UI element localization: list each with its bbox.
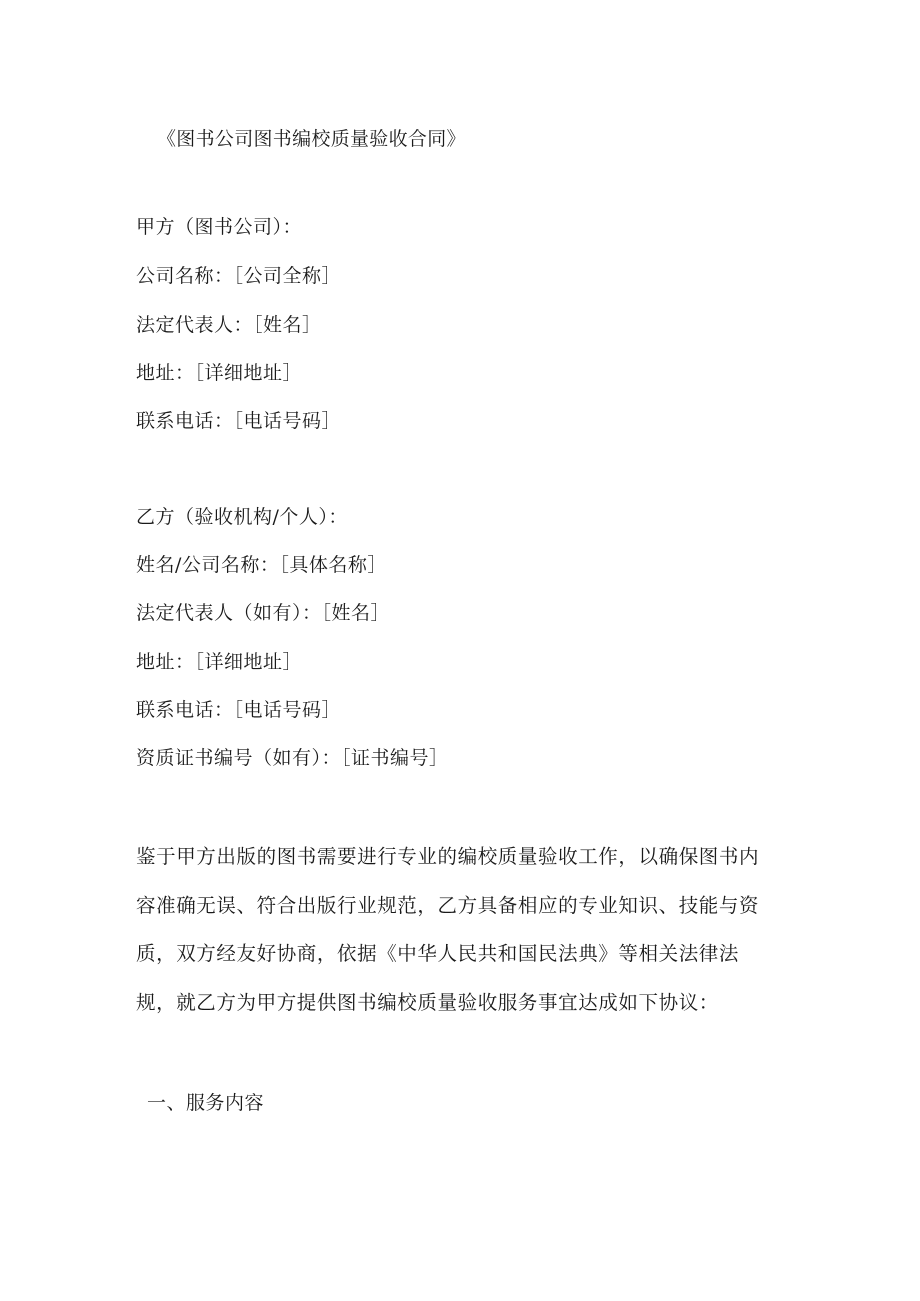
party-a-legal-representative: 法定代表人：［姓名］ <box>136 314 322 336</box>
party-b-certificate-number: 资质证书编号（如有）：［证书编号］ <box>136 747 449 769</box>
party-b-address: 地址：［详细地址］ <box>136 651 303 673</box>
party-a-heading: 甲方（图书公司）： <box>136 216 303 238</box>
section-heading-service-content: 一、服务内容 <box>147 1092 265 1114</box>
party-a-phone: 联系电话：［电话号码］ <box>136 410 342 432</box>
party-b-heading: 乙方（验收机构/个人）： <box>136 506 348 528</box>
preamble-paragraph: 鉴于甲方出版的图书需要进行专业的编校质量验收工作，以确保图书内容准确无误、符合出版行业规范，乙方具备相应的专业知识、技能与资质，双方经友好协商，依据《中华人民共和国民法典》等相关法律法规，就乙方为甲方提供图书编校质量验收服务事宜达成如下协议： <box>136 845 760 1014</box>
party-b-phone: 联系电话：［电话号码］ <box>136 699 342 721</box>
document-title: 《图书公司图书编校质量验收合同》 <box>157 128 466 150</box>
party-a-address: 地址：［详细地址］ <box>136 362 303 384</box>
party-b-name: 姓名/公司名称：［具体名称］ <box>136 554 387 576</box>
party-a-company-name: 公司名称：［公司全称］ <box>136 265 342 287</box>
party-b-legal-representative: 法定代表人（如有）：［姓名］ <box>136 602 391 624</box>
